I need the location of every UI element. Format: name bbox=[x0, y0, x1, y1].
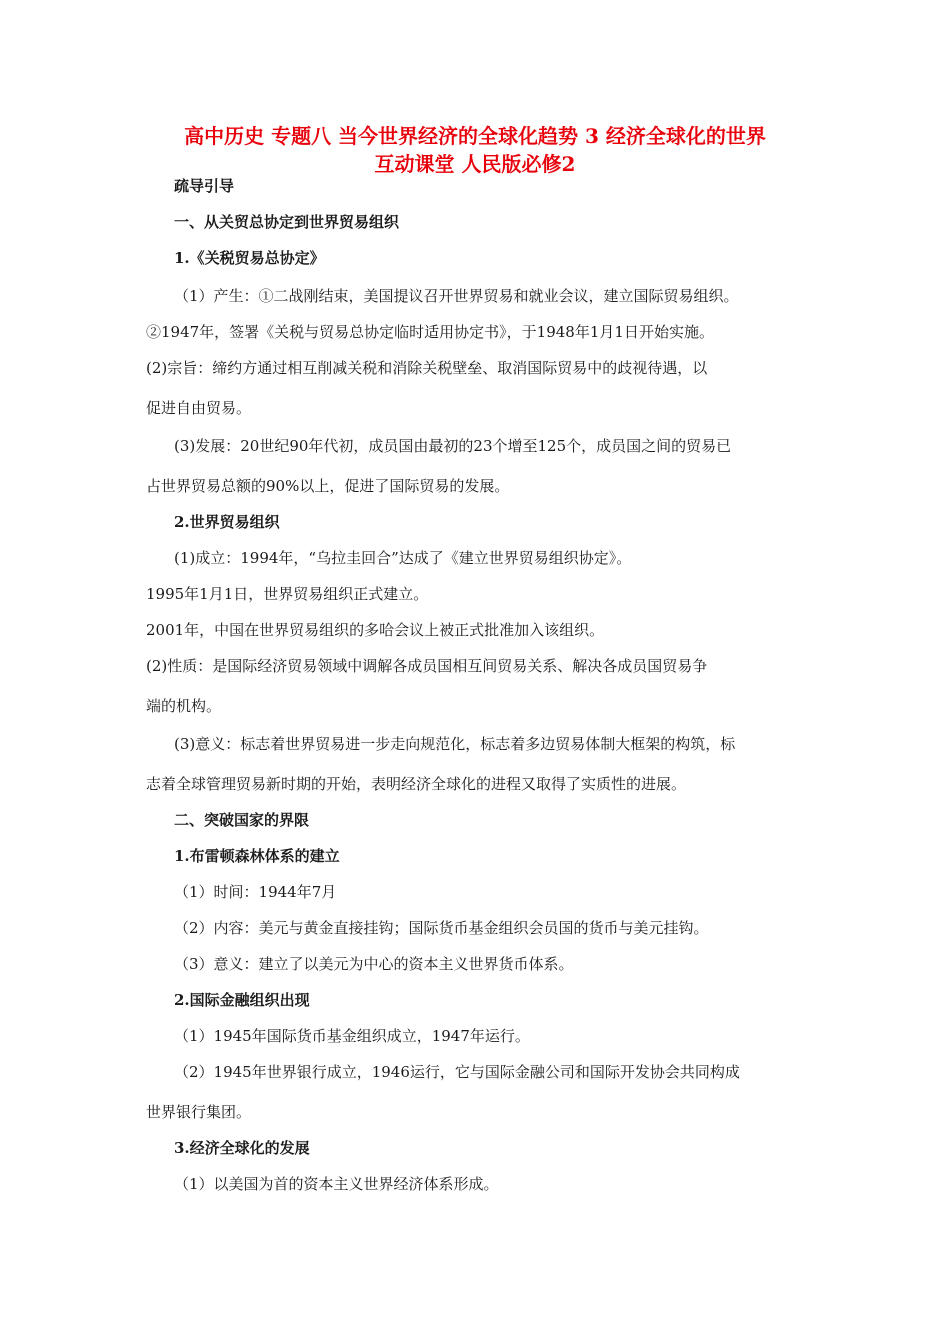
paragraph-line: 促进自由贸易。 bbox=[146, 399, 252, 417]
section-heading: 1.《关税贸易总协定》 bbox=[174, 249, 325, 267]
paragraph-line: (1)成立：1994年，“乌拉圭回合”达成了《建立世界贸易组织协定》。 bbox=[174, 549, 632, 567]
paragraph-line: (3)意义：标志着世界贸易进一步走向规范化，标志着多边贸易体制大框架的构筑，标 bbox=[174, 735, 736, 753]
paragraph-line: 占世界贸易总额的90%以上，促进了国际贸易的发展。 bbox=[146, 477, 510, 495]
paragraph-line: 端的机构。 bbox=[146, 697, 222, 715]
paragraph-line: 1995年1月1日，世界贸易组织正式建立。 bbox=[146, 585, 429, 603]
section-heading: 二、突破国家的界限 bbox=[174, 811, 310, 829]
paragraph-line: 志着全球管理贸易新时期的开始，表明经济全球化的进程又取得了实质性的进展。 bbox=[146, 775, 687, 793]
paragraph-line: (3)发展：20世纪90年代初，成员国由最初的23个增至125个，成员国之间的贸易已 bbox=[174, 437, 732, 455]
paragraph-line: 世界银行集团。 bbox=[146, 1103, 252, 1121]
section-heading: 2.世界贸易组织 bbox=[174, 513, 280, 531]
section-heading: 一、从关贸总协定到世界贸易组织 bbox=[174, 213, 400, 231]
paragraph-line: （2）1945年世界银行成立，1946运行，它与国际金融公司和国际开发协会共同构成 bbox=[174, 1063, 740, 1081]
section-heading: 2.国际金融组织出现 bbox=[174, 991, 310, 1009]
paragraph-line: (2)性质：是国际经济贸易领域中调解各成员国相互间贸易关系、解决各成员国贸易争 bbox=[146, 657, 708, 675]
paragraph-line: （2）内容：美元与黄金直接挂钩；国际货币基金组织会员国的货币与美元挂钩。 bbox=[174, 919, 709, 937]
section-heading: 3.经济全球化的发展 bbox=[174, 1139, 310, 1157]
section-heading: 1.布雷顿森林体系的建立 bbox=[174, 847, 340, 865]
paragraph-line: (2)宗旨：缔约方通过相互削减关税和消除关税壁垒、取消国际贸易中的歧视待遇，以 bbox=[146, 359, 708, 377]
paragraph-line: 2001年，中国在世界贸易组织的多哈会议上被正式批准加入该组织。 bbox=[146, 621, 605, 639]
paragraph-line: （1）时间：1944年7月 bbox=[174, 883, 337, 901]
title-line-2: 互动课堂 人民版必修2 bbox=[374, 152, 576, 176]
paragraph-line: （1）产生：①二战刚结束，美国提议召开世界贸易和就业会议，建立国际贸易组织。 bbox=[174, 287, 739, 305]
page-title bbox=[120, 122, 830, 178]
paragraph-line: ②1947年，签署《关税与贸易总协定临时适用协定书》，于1948年1月1日开始实施。 bbox=[146, 323, 714, 341]
title-line-1: 高中历史 专题八 当今世界经济的全球化趋势 3 经济全球化的世界 bbox=[184, 124, 766, 148]
paragraph-line: （1）1945年国际货币基金组织成立，1947年运行。 bbox=[174, 1027, 530, 1045]
paragraph-line: （1）以美国为首的资本主义世界经济体系形成。 bbox=[174, 1175, 499, 1193]
section-heading: 疏导引导 bbox=[174, 177, 235, 195]
paragraph-line: （3）意义：建立了以美元为中心的资本主义世界货币体系。 bbox=[174, 955, 574, 973]
